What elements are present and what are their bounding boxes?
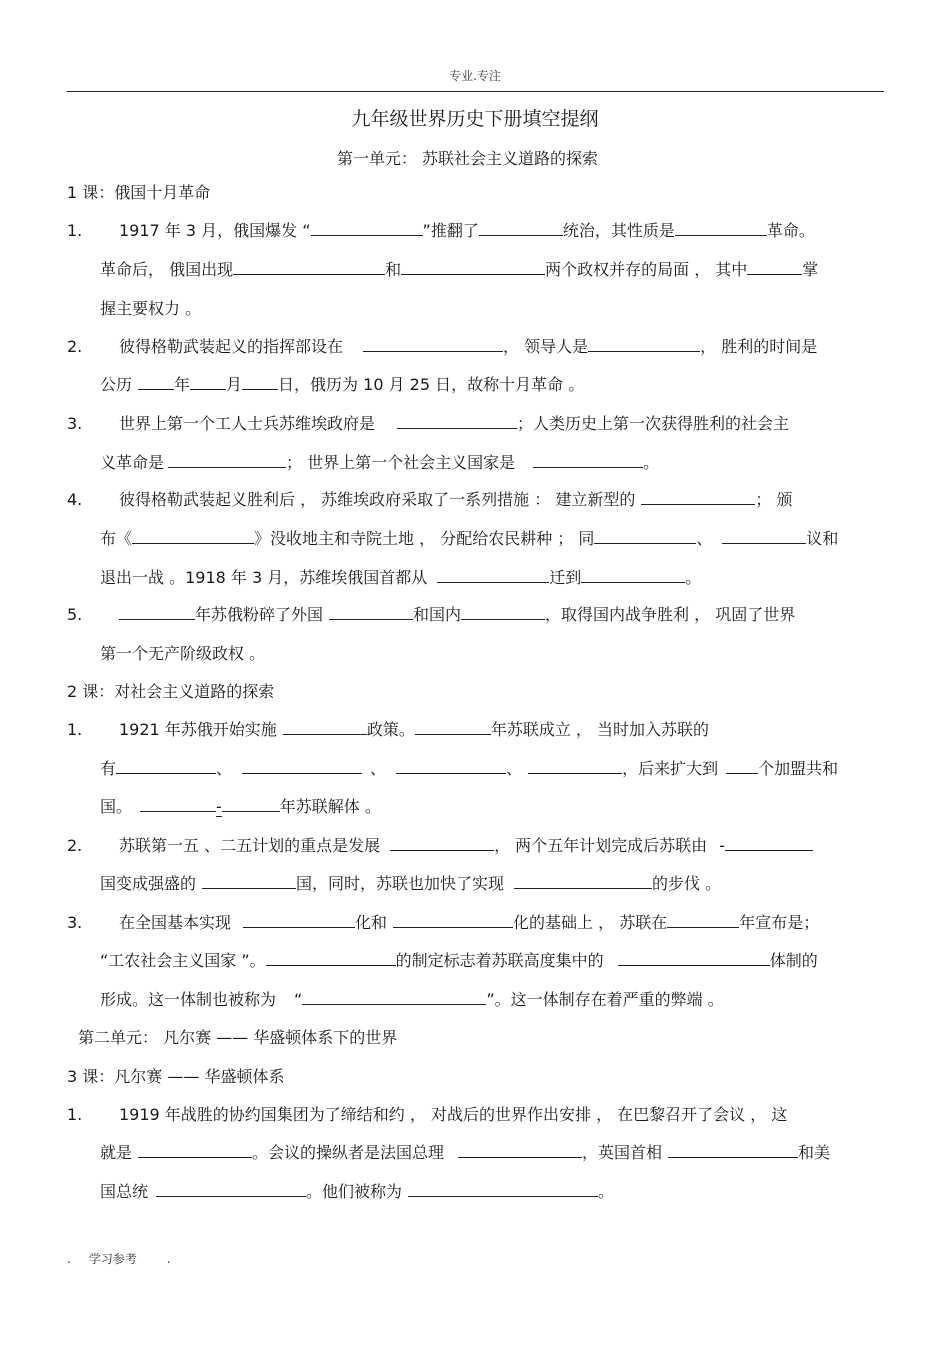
question-text: 1917 年 3 月，俄国爆发 “ bbox=[119, 221, 311, 240]
question-line bbox=[100, 374, 584, 396]
answer-blank[interactable] bbox=[242, 758, 362, 774]
answer-blank[interactable] bbox=[401, 259, 545, 275]
question-text: ，后来扩大到 bbox=[622, 759, 719, 778]
footer-text: 学习参考 bbox=[88, 1252, 137, 1266]
question-text: 》没收地主和寺院土地 ， 分配给农民耕种 ； 同 bbox=[254, 529, 595, 548]
question-line bbox=[100, 796, 381, 818]
question-text: 在全国基本实现 bbox=[119, 913, 232, 932]
answer-blank[interactable] bbox=[528, 758, 622, 774]
question-number: 1. bbox=[67, 1105, 83, 1124]
question-text: 日，俄历为 10 月 25 日，故称十月革命 。 bbox=[278, 375, 585, 394]
answer-blank[interactable] bbox=[479, 220, 563, 236]
answer-blank[interactable] bbox=[119, 604, 195, 620]
question-text: 彼得格勒武装起义胜利后 ， 苏维埃政府采取了一系列措施 ： 建立新型的 bbox=[119, 490, 636, 509]
answer-blank[interactable] bbox=[514, 873, 652, 889]
answer-blank[interactable] bbox=[190, 374, 226, 390]
answer-blank[interactable] bbox=[725, 835, 813, 851]
question-line bbox=[119, 912, 819, 934]
question-text: ，取得国内战争胜利 ， 巩固了世界 bbox=[545, 605, 796, 624]
answer-blank[interactable] bbox=[390, 835, 494, 851]
question-line bbox=[100, 758, 838, 780]
answer-blank[interactable] bbox=[437, 567, 549, 583]
unit-heading-1: 第一单元： 苏联社会主义道路的探索 bbox=[336, 149, 599, 168]
question-text: 、 bbox=[216, 759, 233, 778]
question-line: 1919 年战胜的协约国集团为了缔结和约 ， 对战后的世界作出安排 ， 在巴黎召开了会议 ， 这 bbox=[119, 1105, 788, 1124]
footer-dot-left: . bbox=[67, 1252, 71, 1266]
question-text: 革命后， 俄国出现 bbox=[100, 260, 234, 279]
answer-blank[interactable] bbox=[222, 796, 280, 812]
question-text: ；人类历史上第一次获得胜利的社会主 bbox=[517, 414, 790, 433]
answer-blank[interactable] bbox=[415, 719, 491, 735]
answer-blank[interactable] bbox=[668, 1142, 798, 1158]
question-text: ”。这一体制存在着严重的弊端 。 bbox=[486, 990, 724, 1009]
question-text: 国，同时，苏联也加快了实现 bbox=[296, 874, 505, 893]
answer-blank[interactable] bbox=[283, 719, 367, 735]
answer-blank[interactable] bbox=[408, 1181, 598, 1197]
question-line bbox=[100, 1142, 830, 1164]
question-text: ； 颁 bbox=[755, 490, 793, 509]
lesson-heading-1: 1 课：俄国十月革命 bbox=[67, 183, 211, 202]
question-text: - bbox=[216, 797, 222, 816]
question-line: 第一个无产阶级政权 。 bbox=[100, 644, 266, 663]
footer-dot-right: . bbox=[166, 1252, 171, 1266]
question-text: 和美 bbox=[798, 1143, 831, 1162]
answer-blank[interactable] bbox=[266, 950, 396, 966]
question-text: 就是 bbox=[100, 1143, 133, 1162]
question-text: 苏联第一五 、二五计划的重点是发展 bbox=[119, 836, 381, 855]
answer-blank[interactable] bbox=[242, 374, 278, 390]
answer-blank[interactable] bbox=[233, 259, 385, 275]
question-text: “ bbox=[294, 990, 303, 1009]
answer-blank[interactable] bbox=[675, 220, 767, 236]
question-text: 。 bbox=[643, 453, 660, 472]
question-text: ； 世界上第一个社会主义国家是 bbox=[286, 453, 516, 472]
question-text: “工农社会主义国家 ”。 bbox=[100, 951, 266, 970]
question-text: 义革命是 bbox=[100, 453, 165, 472]
question-text: 迁到 bbox=[549, 568, 582, 587]
question-line bbox=[119, 719, 709, 741]
unit-heading-2: 第二单元： 凡尔赛 —— 华盛顿体系下的世界 bbox=[78, 1028, 398, 1047]
answer-blank[interactable] bbox=[202, 873, 296, 889]
question-text: 退出一战 。1918 年 3 月，苏维埃俄国首都从 bbox=[100, 568, 428, 587]
question-line bbox=[119, 604, 795, 626]
question-text: 年 bbox=[174, 375, 191, 394]
question-text: 形成。这一体制也被称为 bbox=[100, 990, 277, 1009]
question-text: 国总统 bbox=[100, 1182, 149, 1201]
question-line bbox=[100, 259, 818, 281]
question-line bbox=[119, 413, 789, 435]
document-title: 九年级世界历史下册填空提纲 bbox=[351, 108, 599, 130]
answer-blank[interactable] bbox=[397, 413, 517, 429]
question-text: 。会议的操纵者是法国总理 bbox=[252, 1143, 445, 1162]
question-text: 。 bbox=[685, 568, 702, 587]
question-text: 年苏联成立 ， 当时加入苏联的 bbox=[490, 720, 710, 739]
question-text: 化和 bbox=[355, 913, 388, 932]
question-number: 3. bbox=[67, 913, 83, 932]
question-text: 。他们被称为 bbox=[306, 1182, 403, 1201]
question-number: 1. bbox=[67, 720, 83, 739]
question-text: - bbox=[719, 836, 725, 855]
question-text: 的步伐 。 bbox=[652, 874, 722, 893]
question-line bbox=[119, 336, 817, 358]
question-number: 2. bbox=[67, 337, 83, 356]
question-text: 布《 bbox=[100, 529, 133, 548]
question-text: 年苏联解体 。 bbox=[279, 797, 381, 816]
answer-blank[interactable] bbox=[140, 796, 216, 812]
question-line bbox=[100, 950, 818, 972]
question-text: 和国内 bbox=[413, 605, 462, 624]
question-text: 统治，其性质是 bbox=[562, 221, 675, 240]
question-text: 革命。 bbox=[766, 221, 815, 240]
answer-blank[interactable] bbox=[138, 1142, 252, 1158]
answer-blank[interactable] bbox=[363, 336, 503, 352]
question-text: 1921 年苏俄开始实施 bbox=[119, 720, 277, 739]
question-line bbox=[100, 989, 724, 1011]
answer-blank[interactable] bbox=[588, 336, 700, 352]
page-header: 专业.专注 bbox=[449, 69, 501, 83]
question-line: 握主要权力 。 bbox=[100, 299, 202, 318]
question-number: 3. bbox=[67, 414, 83, 433]
question-line bbox=[100, 528, 838, 550]
question-text: 有 bbox=[100, 759, 117, 778]
question-text: 年宣布是； bbox=[739, 913, 820, 932]
question-text: 世界上第一个工人士兵苏维埃政府是 bbox=[119, 414, 376, 433]
question-text: ，英国首相 bbox=[582, 1143, 663, 1162]
answer-blank[interactable] bbox=[311, 220, 423, 236]
question-text: 议和 bbox=[806, 529, 839, 548]
answer-blank[interactable] bbox=[243, 912, 355, 928]
answer-blank[interactable] bbox=[329, 604, 413, 620]
answer-blank[interactable] bbox=[747, 259, 802, 275]
answer-blank[interactable] bbox=[722, 528, 806, 544]
question-text: ， 两个五年计划完成后苏联由 bbox=[494, 836, 708, 855]
answer-blank[interactable] bbox=[168, 452, 286, 468]
question-text: 掌 bbox=[802, 260, 819, 279]
answer-blank[interactable] bbox=[667, 912, 739, 928]
question-text: 公历 bbox=[100, 375, 133, 394]
question-text: 月 bbox=[226, 375, 243, 394]
answer-blank[interactable] bbox=[581, 567, 685, 583]
answer-blank[interactable] bbox=[641, 489, 755, 505]
question-line bbox=[100, 452, 659, 474]
answer-blank[interactable] bbox=[132, 528, 254, 544]
question-text: 彼得格勒武装起义的指挥部设在 bbox=[119, 337, 344, 356]
question-text: ， 胜利的时间是 bbox=[700, 337, 818, 356]
question-text: 政策。 bbox=[366, 720, 415, 739]
question-line bbox=[100, 873, 721, 895]
question-text: 年苏俄粉碎了外国 bbox=[195, 605, 324, 624]
answer-blank[interactable] bbox=[618, 950, 770, 966]
question-text: 体制的 bbox=[769, 951, 818, 970]
lesson-heading-3: 3 课：凡尔赛 —— 华盛顿体系 bbox=[67, 1067, 285, 1086]
question-text: 两个政权并存的局面 ， 其中 bbox=[545, 260, 748, 279]
answer-blank[interactable] bbox=[726, 758, 758, 774]
question-number: 1. bbox=[67, 221, 83, 240]
question-line bbox=[100, 567, 701, 589]
question-text: 、 bbox=[370, 759, 387, 778]
question-line bbox=[119, 835, 813, 857]
question-text: 。 bbox=[598, 1182, 615, 1201]
header-rule bbox=[67, 91, 884, 92]
question-text: 国变成强盛的 bbox=[100, 874, 197, 893]
page-footer bbox=[67, 1250, 171, 1267]
answer-blank[interactable] bbox=[396, 758, 506, 774]
question-text: 个加盟共和 bbox=[758, 759, 839, 778]
question-number: 4. bbox=[67, 490, 83, 509]
answer-blank[interactable] bbox=[302, 989, 486, 1005]
question-text: 化的基础上 ， 苏联在 bbox=[513, 913, 668, 932]
answer-blank[interactable] bbox=[594, 528, 696, 544]
answer-blank[interactable] bbox=[116, 758, 216, 774]
question-line bbox=[119, 489, 792, 511]
question-text: 国。 bbox=[100, 797, 133, 816]
answer-blank[interactable] bbox=[393, 912, 513, 928]
question-text: 、 bbox=[506, 759, 523, 778]
answer-blank[interactable] bbox=[138, 374, 174, 390]
question-text: 、 bbox=[696, 529, 713, 548]
answer-blank[interactable] bbox=[461, 604, 545, 620]
question-line bbox=[119, 220, 815, 242]
question-text: 的制定标志着苏联高度集中的 bbox=[395, 951, 604, 970]
lesson-heading-2: 2 课：对社会主义道路的探索 bbox=[67, 682, 275, 701]
question-text: ， 领导人是 bbox=[503, 337, 589, 356]
question-text: ”推翻了 bbox=[422, 221, 479, 240]
answer-blank[interactable] bbox=[156, 1181, 306, 1197]
question-line bbox=[100, 1181, 614, 1203]
question-number: 5. bbox=[67, 605, 83, 624]
question-number: 2. bbox=[67, 836, 83, 855]
answer-blank[interactable] bbox=[533, 452, 643, 468]
answer-blank[interactable] bbox=[458, 1142, 582, 1158]
question-text: 和 bbox=[385, 260, 402, 279]
